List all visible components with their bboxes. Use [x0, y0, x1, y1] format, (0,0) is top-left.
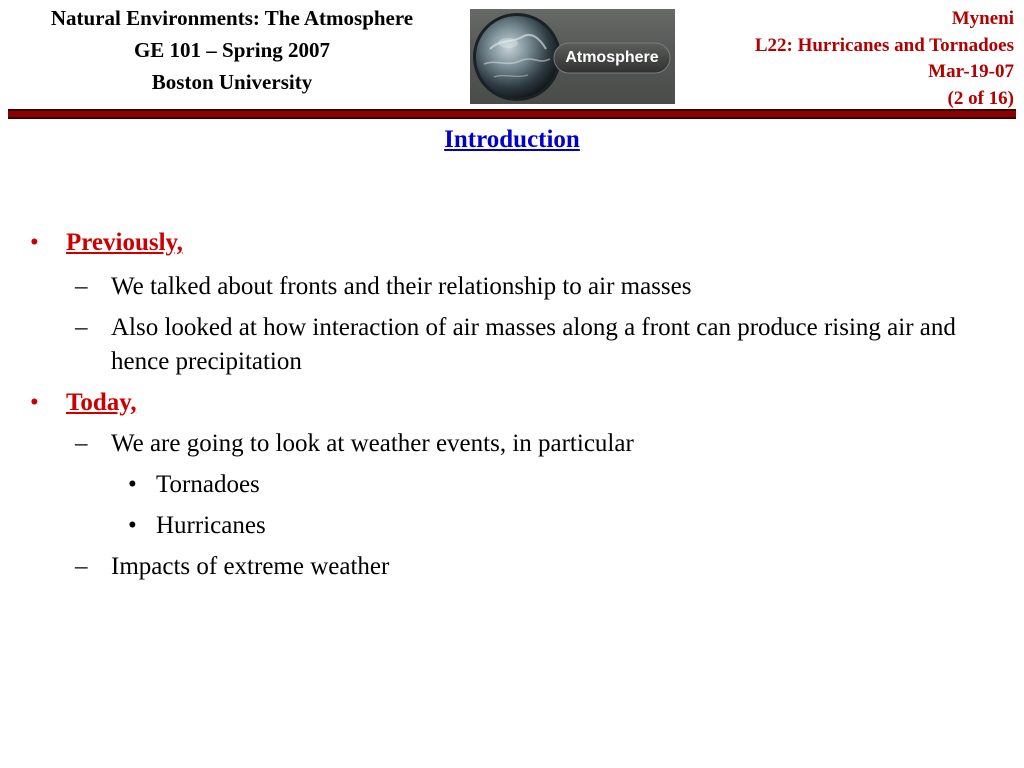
dash-marker: – [75, 430, 88, 457]
list-item [75, 270, 996, 304]
page-indicator: (2 of 16) [947, 87, 1014, 109]
course-title: Natural Environments: The Atmosphere [50, 6, 414, 30]
sub-list-item-text: Hurricanes [156, 512, 266, 539]
list-item-text: We talked about fronts and their relationship to air masses [111, 273, 692, 300]
list-item [75, 550, 996, 584]
bullet: • [30, 229, 39, 256]
lecture-header [674, 6, 1014, 112]
course-code: GE 101 – Spring 2007 [133, 38, 331, 62]
atmosphere-logo [470, 9, 675, 104]
section-heading-today [30, 386, 137, 420]
dash-marker: – [75, 314, 88, 341]
header-divider [8, 109, 1016, 119]
bullet: • [128, 471, 137, 498]
slide-title: Introduction [444, 126, 580, 153]
dash-marker: – [75, 553, 88, 580]
list-item-text: We are going to look at weather events, in particular [111, 430, 634, 457]
list-item [75, 427, 996, 461]
section-heading-previously [30, 226, 183, 260]
lecture-title: L22: Hurricanes and Tornadoes [754, 34, 1014, 56]
university-name: Boston University [151, 70, 313, 94]
lecture-date: Mar-19-07 [928, 61, 1014, 82]
bullet: • [128, 512, 137, 539]
section-heading-text: Today, [66, 389, 137, 416]
section-heading-text: Previously, [66, 229, 183, 256]
list-item-text: Also looked at how interaction of air masses along a front can produce rising air and hence precipitation [111, 314, 956, 375]
dash-marker: – [75, 273, 88, 300]
course-header [12, 2, 452, 98]
list-item [75, 311, 996, 379]
sub-list-item-text: Tornadoes [156, 471, 260, 498]
logo-text: Atmosphere [565, 49, 659, 66]
sub-list-item [128, 509, 266, 543]
author-name: Myneni [951, 8, 1014, 29]
bullet: • [30, 389, 39, 416]
sub-list-item [128, 468, 260, 502]
list-item-text: Impacts of extreme weather [111, 553, 390, 580]
